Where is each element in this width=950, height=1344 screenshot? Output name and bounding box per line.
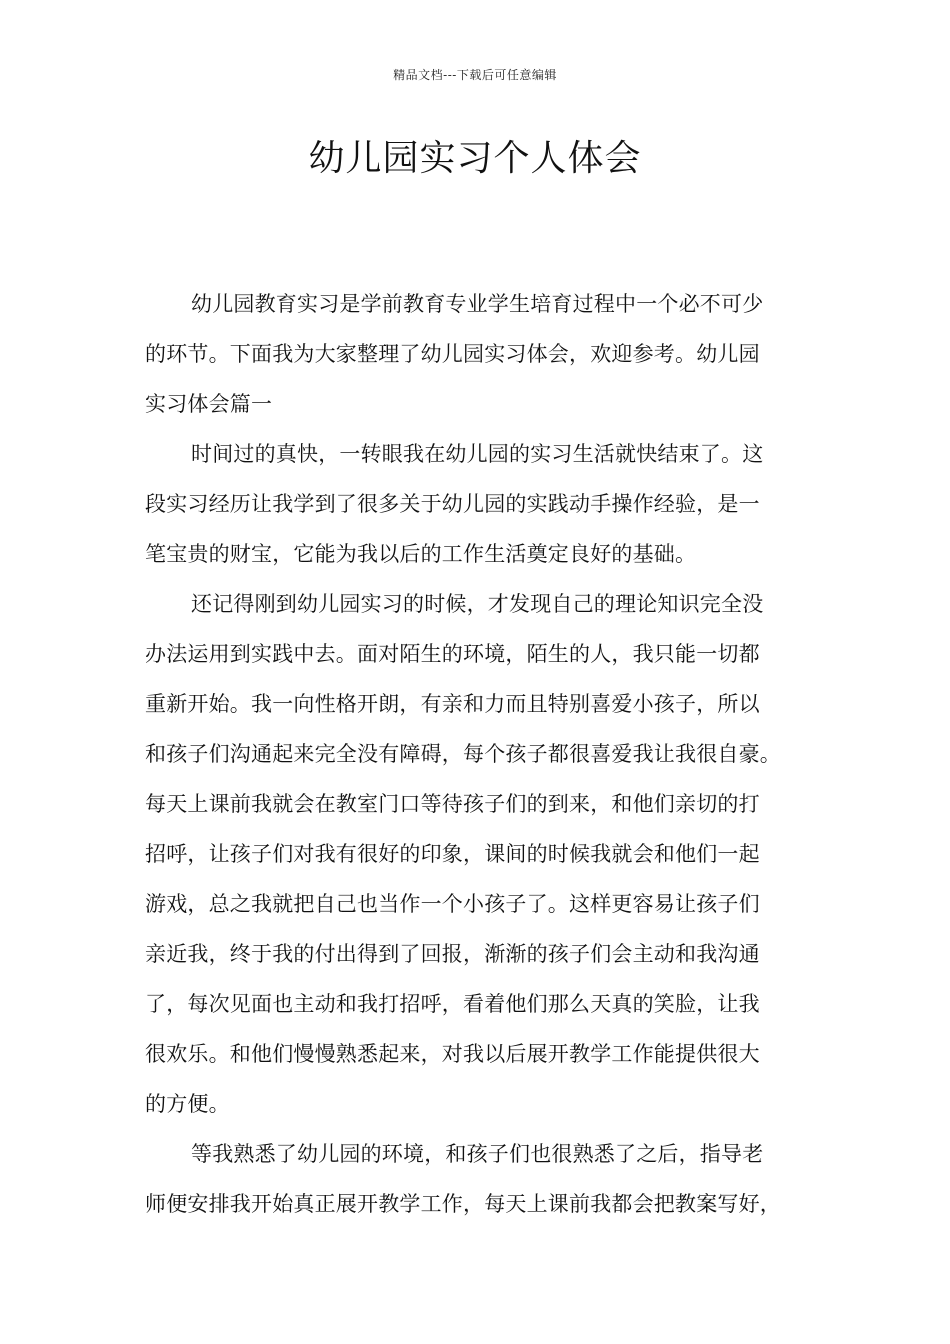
body-text bbox=[145, 279, 807, 1229]
text-line: 实习体会篇一 bbox=[145, 392, 273, 416]
paragraph bbox=[145, 429, 807, 579]
text-line: 的方便。 bbox=[145, 1092, 230, 1116]
text-line: 每天上课前我就会在教室门口等待孩子们的到来，和他们亲切的打 bbox=[145, 792, 760, 816]
text-line: 师便安排我开始真正展开教学工作，每天上课前我都会把教案写好， bbox=[145, 1192, 781, 1216]
text-line: 时间过的真快，一转眼我在幼儿园的实习生活就快结束了。这 bbox=[191, 442, 764, 466]
text-line: 招呼，让孩子们对我有很好的印象，课间的时候我就会和他们一起 bbox=[145, 842, 760, 866]
header-note: 精品文档---下载后可任意编辑 bbox=[393, 68, 557, 82]
text-line: 了，每次见面也主动和我打招呼，看着他们那么天真的笑脸，让我 bbox=[145, 992, 760, 1016]
paragraph bbox=[145, 1129, 807, 1229]
text-line: 还记得刚到幼儿园实习的时候，才发现自己的理论知识完全没 bbox=[191, 592, 764, 616]
text-line: 重新开始。我一向性格开朗，有亲和力而且特别喜爱小孩子，所以 bbox=[145, 692, 760, 716]
text-line: 幼儿园教育实习是学前教育专业学生培育过程中一个必不可少 bbox=[191, 292, 764, 316]
paragraph bbox=[145, 579, 807, 1129]
text-line: 等我熟悉了幼儿园的环境，和孩子们也很熟悉了之后，指导老 bbox=[191, 1142, 764, 1166]
paragraph bbox=[145, 279, 807, 429]
text-line: 很欢乐。和他们慢慢熟悉起来，对我以后展开教学工作能提供很大 bbox=[145, 1042, 760, 1066]
page-title: 幼儿园实习个人体会 bbox=[308, 138, 642, 179]
text-line: 和孩子们沟通起来完全没有障碍，每个孩子都很喜爱我让我很自豪。 bbox=[145, 742, 781, 766]
text-line: 笔宝贵的财宝，它能为我以后的工作生活奠定良好的基础。 bbox=[145, 542, 697, 566]
text-line: 办法运用到实践中去。面对陌生的环境，陌生的人，我只能一切都 bbox=[145, 642, 760, 666]
text-line: 段实习经历让我学到了很多关于幼儿园的实践动手操作经验，是一 bbox=[145, 492, 760, 516]
text-line: 亲近我，终于我的付出得到了回报，渐渐的孩子们会主动和我沟通 bbox=[145, 942, 760, 966]
text-line: 的环节。下面我为大家整理了幼儿园实习体会，欢迎参考。幼儿园 bbox=[145, 342, 760, 366]
text-line: 游戏，总之我就把自己也当作一个小孩子了。这样更容易让孩子们 bbox=[145, 892, 760, 916]
